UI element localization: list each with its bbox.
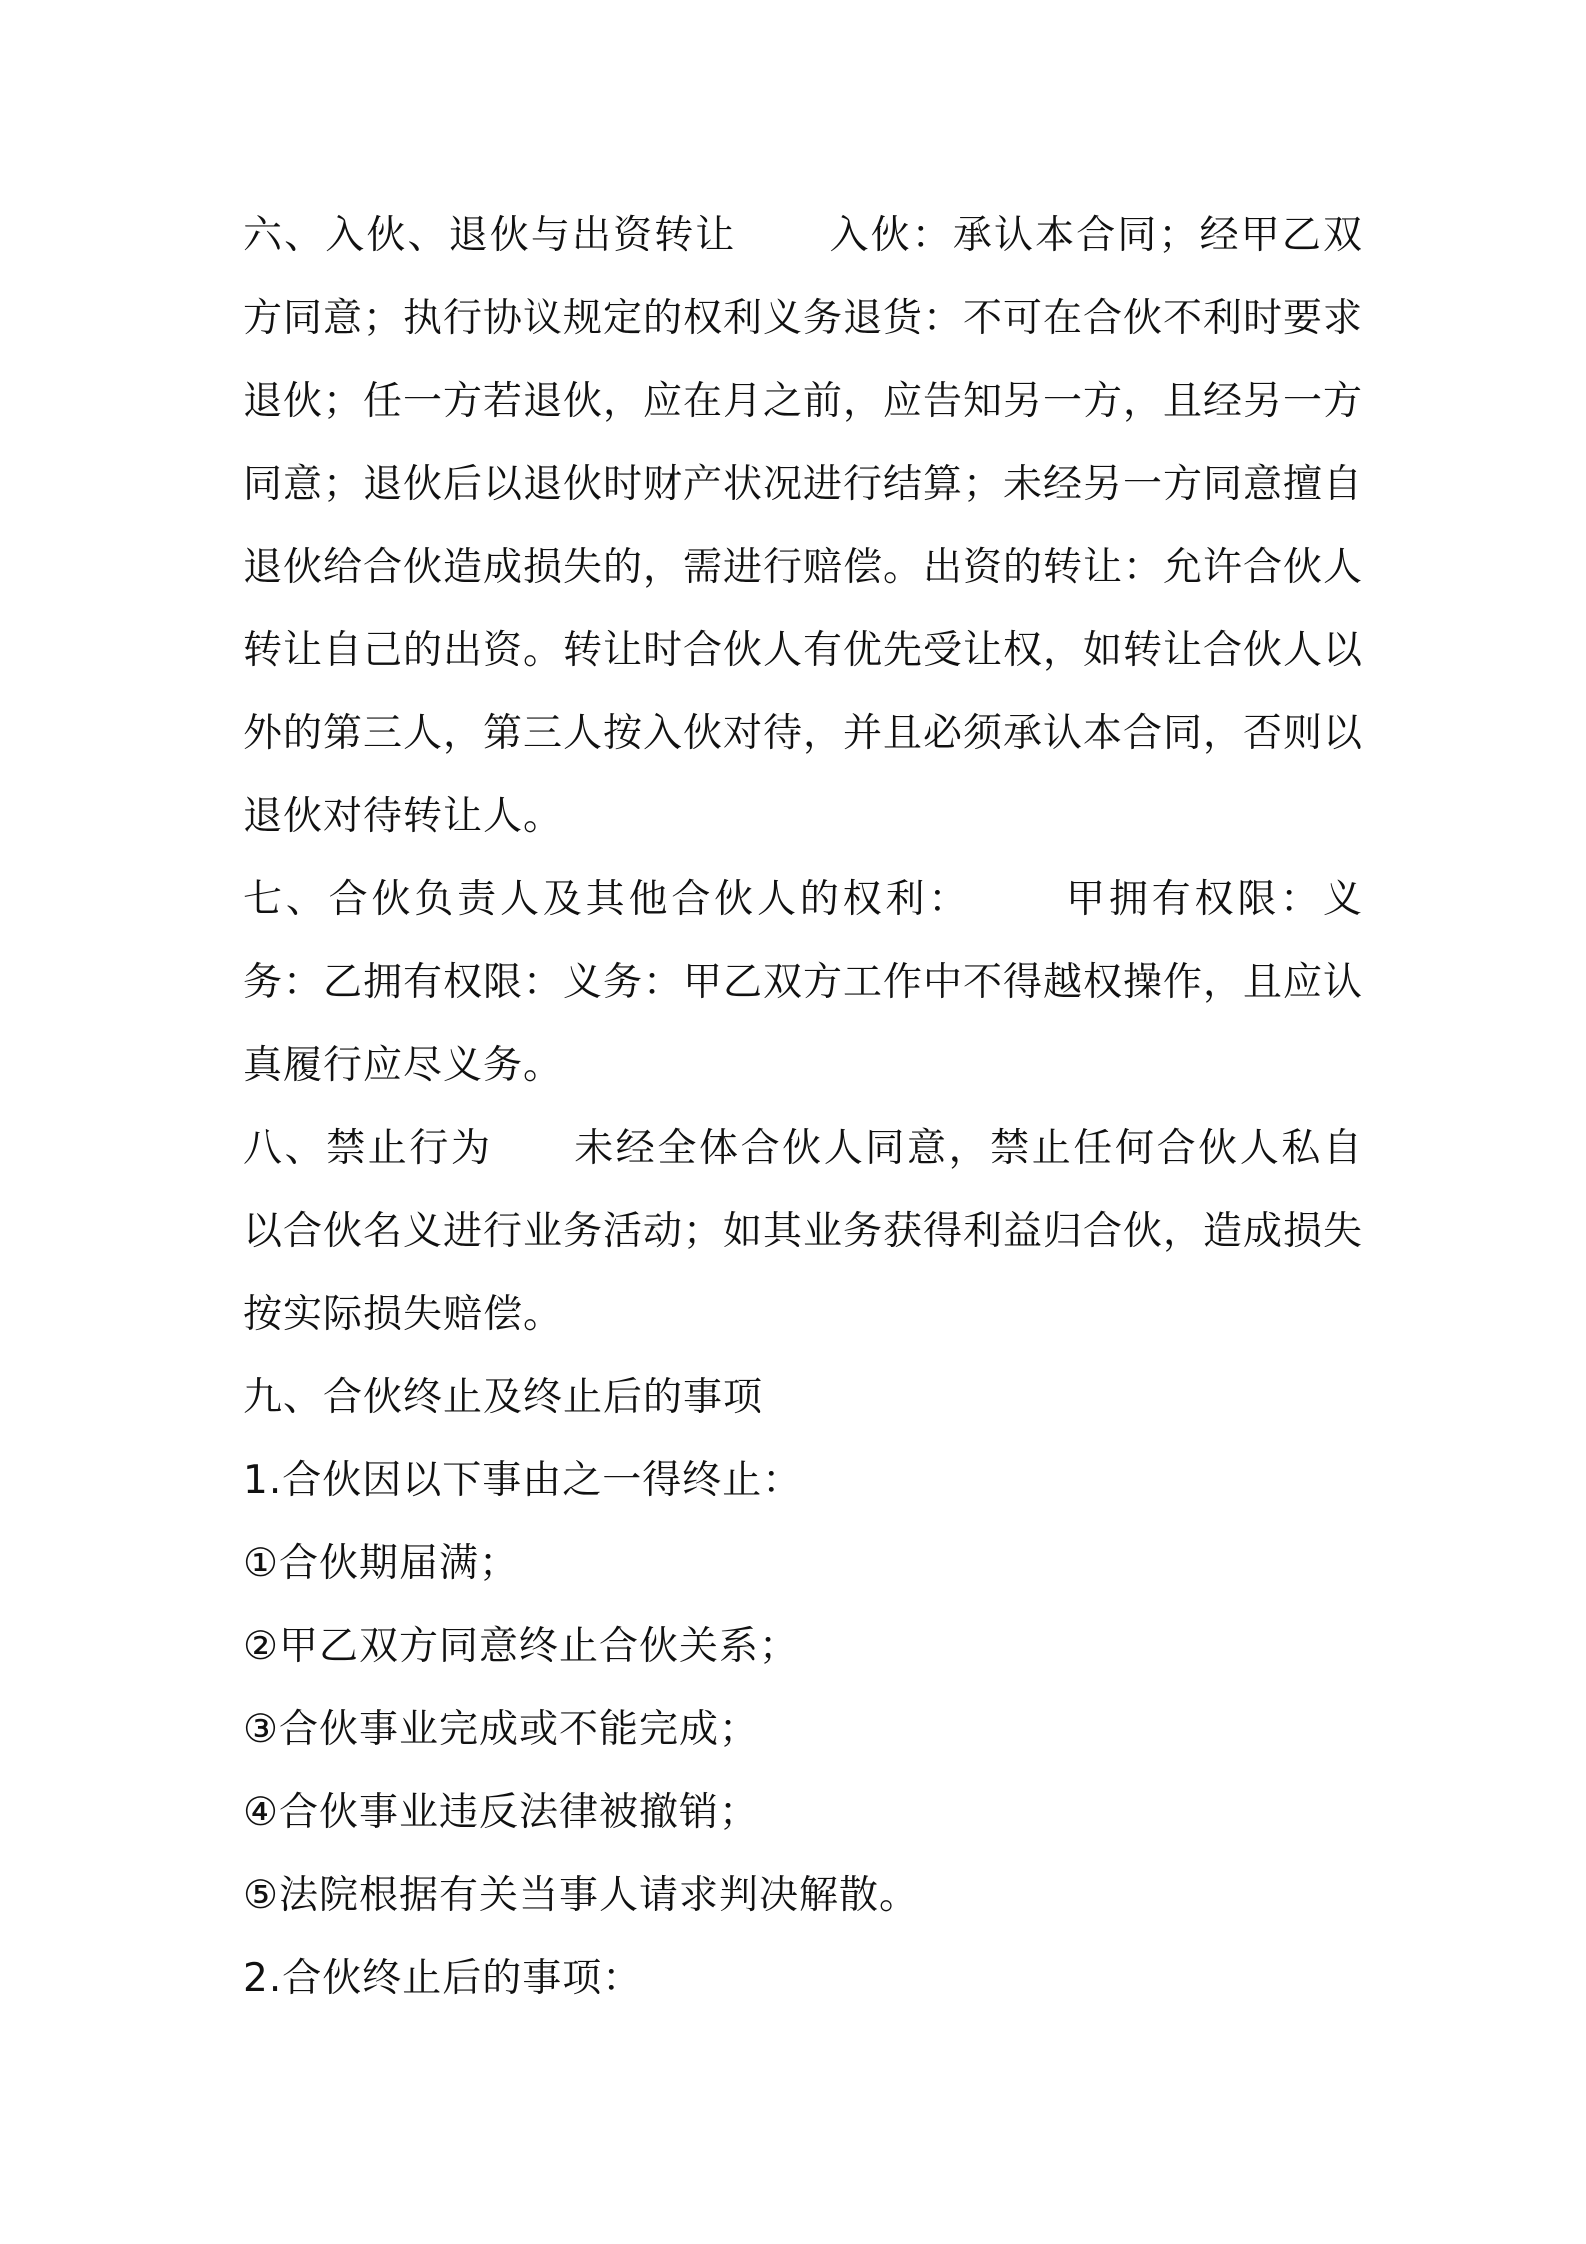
termination-reason: ②甲乙双方同意终止合伙关系； (243, 1624, 799, 1669)
termination-reason: ①合伙期届满； (243, 1541, 519, 1586)
section-nine-heading: 九、合伙终止及终止后的事项 (243, 1375, 764, 1420)
section-nine-item-1: 1.合伙因以下事由之一得终止： (243, 1458, 803, 1503)
termination-reason: ⑤法院根据有关当事人请求判决解散。 (243, 1873, 919, 1918)
termination-reason: ③合伙事业完成或不能完成； (243, 1707, 759, 1752)
section-six-heading: 六、入伙、退伙与出资转让 (243, 213, 737, 258)
section-nine-item-2: 2.合伙终止后的事项： (243, 1956, 643, 2001)
section-six (243, 194, 1363, 858)
section-seven-heading: 七、合伙负责人及其他合伙人的权利： (243, 877, 972, 922)
section-eight (243, 1107, 1363, 1356)
termination-reason: ④合伙事业违反法律被撤销； (243, 1790, 759, 1835)
section-eight-body: 未经全体合伙人同意，禁止任何合伙人私自以合伙名义进行业务活动；如其业务获得利益归合伙，造成损失按实际损失赔偿。 (243, 1126, 1364, 1337)
section-seven-body: 甲拥有权限：义务：乙拥有权限：义务：甲乙双方工作中不得越权操作，且应认真履行应尽义务。 (243, 877, 1364, 1088)
section-six-body: 入伙：承认本合同；经甲乙双方同意；执行协议规定的权利义务退货：不可在合伙不利时要求退伙；任一方若退伙，应在月之前，应告知另一方，且经另一方同意；退伙后以退伙时财产状况进行结算；未经另一方同意擅自退伙给合伙造成损失的，需进行赔偿。出资的转让：允许合伙人转让自己的出资。转让时合伙人有优先受让权，如转让合伙人以外的第三人，第三人按入伙对待，并且必须承认本合同，否则以退伙对待转让人。 (243, 213, 1364, 839)
section-eight-heading: 八、禁止行为 (243, 1126, 493, 1171)
document-content (243, 194, 1363, 2020)
section-seven (243, 858, 1363, 1107)
